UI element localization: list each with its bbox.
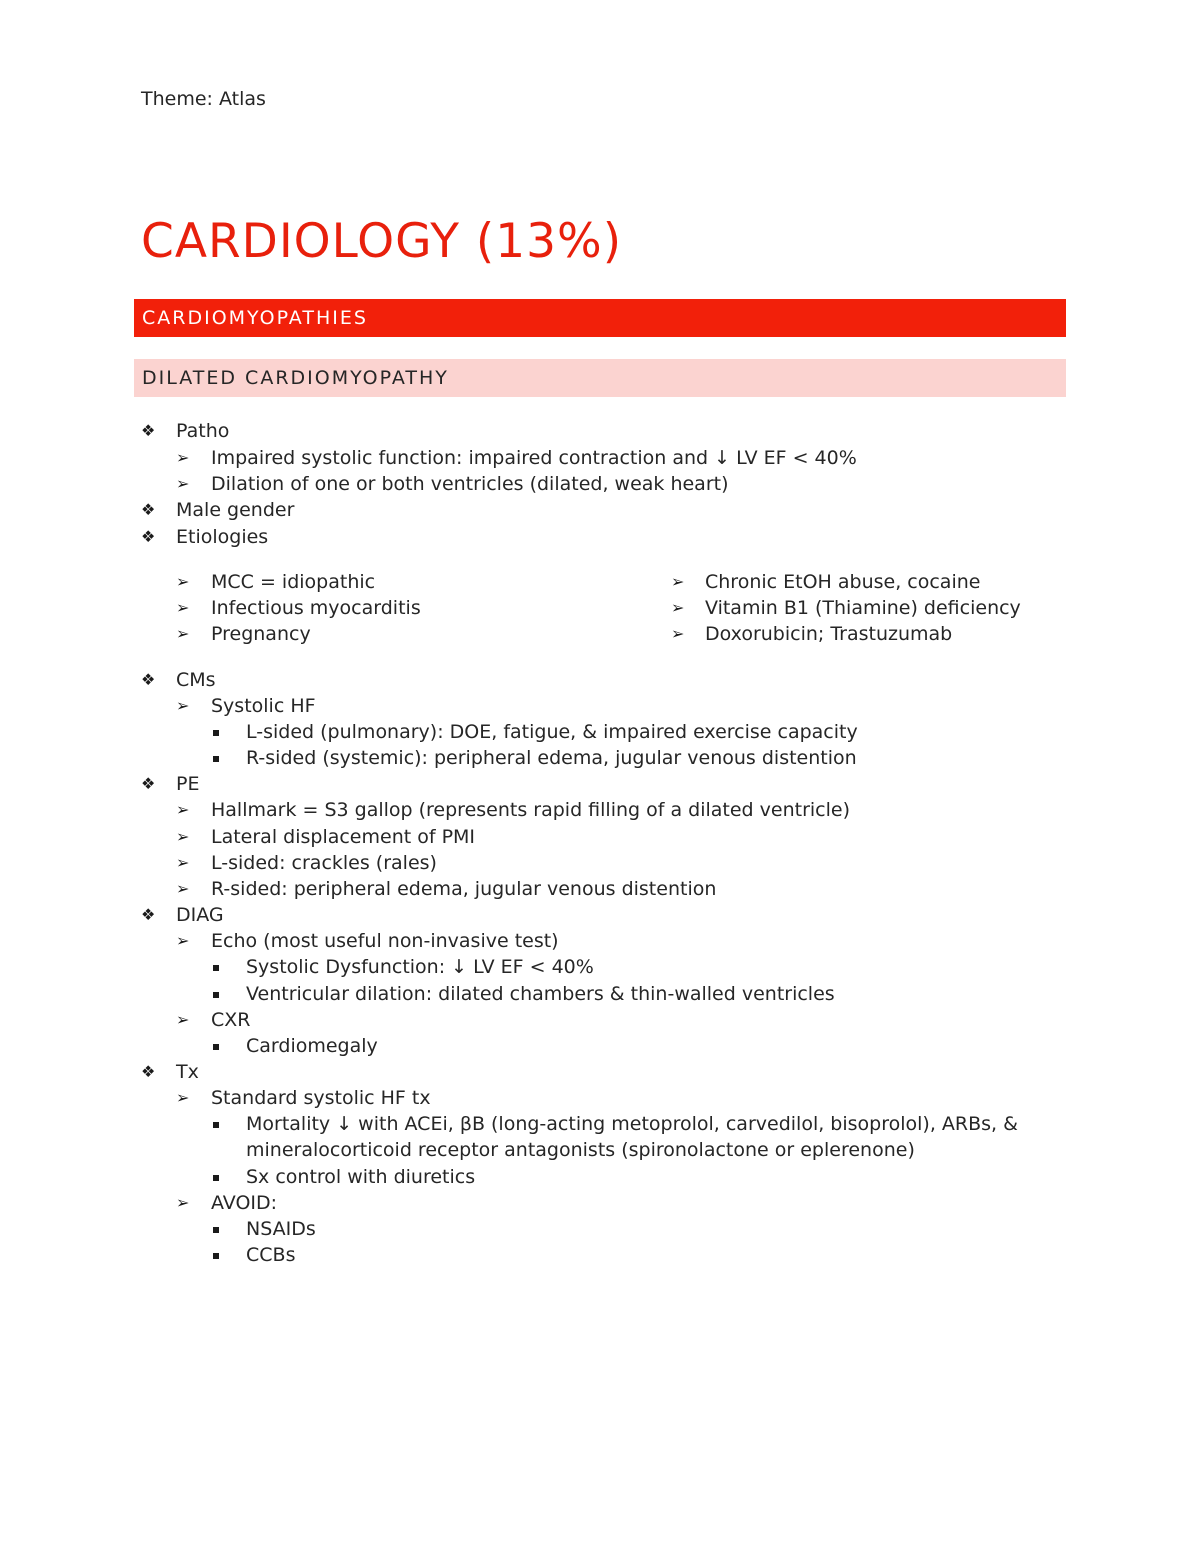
square-bullet-icon [213, 756, 219, 762]
pe-item: L-sided: crackles (rales) [211, 852, 437, 874]
pe-item: R-sided: peripheral edema, jugular venous distention [211, 878, 717, 900]
page-title: CARDIOLOGY (13%) [141, 214, 623, 269]
diag-label: DIAG [176, 904, 224, 926]
etiology-item: Infectious myocarditis [211, 597, 421, 619]
arrow-bullet-icon: ➢ [176, 827, 190, 846]
tx-mortality-line-1: Mortality ↓ with ACEi, βB (long-acting metoprolol, carvedilol, bisoprolol), ARBs, & [246, 1113, 1018, 1135]
tx-label: Tx [176, 1061, 199, 1083]
tx-standard: Standard systolic HF tx [211, 1087, 431, 1109]
male-gender: Male gender [176, 499, 295, 521]
diamond-bullet-icon: ❖ [141, 500, 156, 519]
etiology-item: Doxorubicin; Trastuzumab [705, 623, 953, 645]
diamond-bullet-icon: ❖ [141, 421, 156, 440]
diamond-bullet-icon: ❖ [141, 527, 156, 546]
etiology-item: Pregnancy [211, 623, 311, 645]
etiology-item: Chronic EtOH abuse, cocaine [705, 571, 981, 593]
arrow-bullet-icon: ➢ [176, 474, 190, 493]
subsection-heading: DILATED CARDIOMYOPATHY [134, 359, 1066, 397]
square-bullet-icon [213, 1122, 219, 1128]
arrow-bullet-icon: ➢ [176, 879, 190, 898]
diag-cxr-item: Cardiomegaly [246, 1035, 378, 1057]
arrow-bullet-icon: ➢ [671, 598, 685, 617]
tx-avoid-item: NSAIDs [246, 1218, 316, 1240]
etiology-item: MCC = idiopathic [211, 571, 376, 593]
cms-item: L-sided (pulmonary): DOE, fatigue, & impaired exercise capacity [246, 721, 858, 743]
diag-echo: Echo (most useful non-invasive test) [211, 930, 559, 952]
arrow-bullet-icon: ➢ [176, 853, 190, 872]
cms-label: CMs [176, 669, 216, 691]
diamond-bullet-icon: ❖ [141, 905, 156, 924]
square-bullet-icon [213, 1253, 219, 1259]
pe-item: Hallmark = S3 gallop (represents rapid filling of a dilated ventricle) [211, 799, 851, 821]
square-bullet-icon [213, 1227, 219, 1233]
pe-item: Lateral displacement of PMI [211, 826, 476, 848]
patho-item: Dilation of one or both ventricles (dilated, weak heart) [211, 473, 729, 495]
arrow-bullet-icon: ➢ [176, 931, 190, 950]
patho-item: Impaired systolic function: impaired contraction and ↓ LV EF < 40% [211, 447, 857, 469]
square-bullet-icon [213, 1044, 219, 1050]
cms-sub: Systolic HF [211, 695, 316, 717]
tx-avoid-item: CCBs [246, 1244, 296, 1266]
theme-line: Theme: Atlas [141, 88, 266, 110]
arrow-bullet-icon: ➢ [176, 572, 190, 591]
square-bullet-icon [213, 1175, 219, 1181]
cms-item: R-sided (systemic): peripheral edema, jugular venous distention [246, 747, 857, 769]
arrow-bullet-icon: ➢ [176, 1088, 190, 1107]
arrow-bullet-icon: ➢ [176, 598, 190, 617]
arrow-bullet-icon: ➢ [176, 448, 190, 467]
arrow-bullet-icon: ➢ [176, 696, 190, 715]
tx-mortality-line-2: mineralocorticoid receptor antagonists (spironolactone or eplerenone) [246, 1139, 915, 1161]
arrow-bullet-icon: ➢ [176, 624, 190, 643]
etiology-item: Vitamin B1 (Thiamine) deficiency [705, 597, 1021, 619]
etiologies-label: Etiologies [176, 526, 269, 548]
pe-label: PE [176, 773, 200, 795]
arrow-bullet-icon: ➢ [176, 1193, 190, 1212]
diag-echo-item: Systolic Dysfunction: ↓ LV EF < 40% [246, 956, 594, 978]
arrow-bullet-icon: ➢ [671, 572, 685, 591]
tx-avoid: AVOID: [211, 1192, 278, 1214]
diamond-bullet-icon: ❖ [141, 774, 156, 793]
square-bullet-icon [213, 730, 219, 736]
tx-sx: Sx control with diuretics [246, 1166, 476, 1188]
diag-echo-item: Ventricular dilation: dilated chambers & thin-walled ventricles [246, 983, 835, 1005]
diamond-bullet-icon: ❖ [141, 1062, 156, 1081]
square-bullet-icon [213, 965, 219, 971]
diag-cxr: CXR [211, 1009, 251, 1031]
diamond-bullet-icon: ❖ [141, 670, 156, 689]
patho-label: Patho [176, 420, 230, 442]
square-bullet-icon [213, 992, 219, 998]
arrow-bullet-icon: ➢ [176, 800, 190, 819]
arrow-bullet-icon: ➢ [671, 624, 685, 643]
arrow-bullet-icon: ➢ [176, 1010, 190, 1029]
section-heading: CARDIOMYOPATHIES [134, 299, 1066, 337]
